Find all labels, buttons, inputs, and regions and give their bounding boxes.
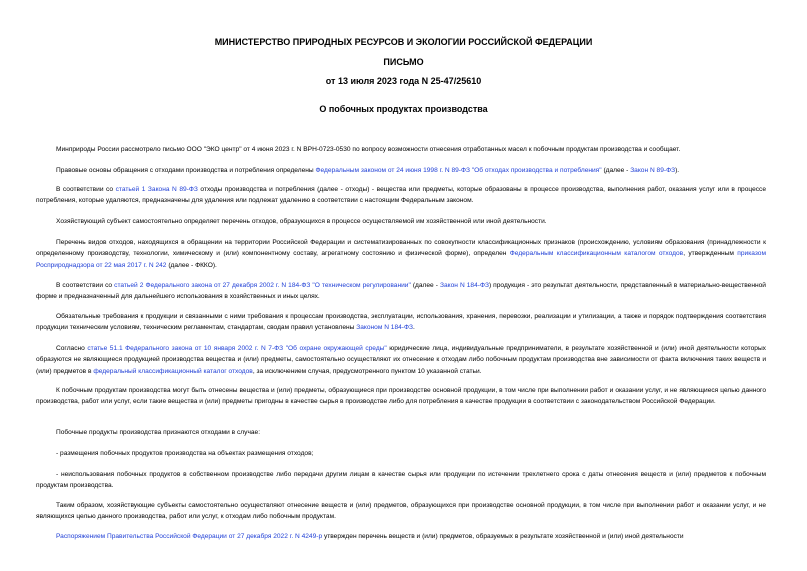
paragraph-8: [36, 343, 766, 377]
paragraph-6-text-1: В соответствии со: [56, 282, 115, 289]
federal-classification-catalog-link[interactable]: федеральный классификационный каталог отходов: [93, 367, 253, 375]
paragraph-13: [36, 500, 766, 523]
rosprirodnadzor-order-link[interactable]: приказом Росприроднадзора от 22 мая 2017 г. N 242: [36, 250, 766, 269]
fkko-catalog-link[interactable]: Федеральным классификационным каталогом отходов: [509, 250, 684, 258]
paragraph-5-text-1: Перечень видов отходов, находящихся в обращении на территории Российской Федерации и систематизированных по совокупности классификационных признаков (происхождению, условиям образования (принадлежности к определенному производству, технологии, химическому и (или) компонентному составу, агрегатному состоянию и физической форме), определен: [36, 239, 766, 258]
paragraph-8-text-3: , за исключением случая, предусмотренного пунктом 10 указанной статьи.: [252, 367, 482, 375]
paragraph-12-text: - неиспользования побочных продуктов в собственном производстве либо передачи другим лицам в качестве сырья или продукции по истечении трехлетнего срока с даты отнесения веществ и (или) предметов к побочным продуктам производства.: [36, 471, 766, 490]
law-89-fz-link[interactable]: Федеральным законом от 24 июня 1998 г. N 89-ФЗ "Об отходах производства и потребления": [315, 167, 602, 174]
paragraph-6: [36, 280, 766, 303]
paragraph-4-text: Хозяйствующий субъект самостоятельно определяет перечень отходов, образующихся в процессе осуществляемой им хозяйственной или иной деятельности.: [56, 218, 547, 225]
law-184-fz-ref-link[interactable]: Законом N 184-ФЗ: [356, 324, 413, 332]
document-subject: О побочных продуктах производства: [319, 104, 488, 114]
government-order-4249-r-link[interactable]: Распоряжением Правительства Российской Федерации от 27 декабря 2022 г. N 4249-р: [56, 533, 323, 540]
paragraph-5-text-3: (далее - ФККО).: [166, 261, 217, 269]
paragraph-10-text: Побочные продукты производства признаются отходами в случае:: [56, 429, 261, 436]
paragraph-5-text-2: , утвержденным: [683, 250, 738, 258]
article-1-law-89-fz-link[interactable]: статьей 1 Закона N 89-ФЗ: [115, 186, 198, 193]
law-184-fz-link[interactable]: статьей 2 Федерального закона от 27 декабря 2002 г. N 184-ФЗ "О техническом регулировании": [114, 282, 411, 289]
paragraph-12: [36, 469, 766, 492]
paragraph-8-text-2: юридические лица, индивидуальные предприниматели, в результате хозяйственной и (или) иной деятельности которых образуются не являющиеся продукцией производства вещества и (или) предметы, самостоятельно осуществляют их отнесение к отходам либо побочным продуктам производства вне зависимости от факта включения таких веществ и (или) предметов в: [36, 345, 766, 375]
paragraph-2-text-2: (далее -: [601, 167, 631, 174]
paragraph-9: [36, 385, 766, 408]
law-89-fz-short-link[interactable]: Закон N 89-ФЗ: [630, 167, 676, 174]
paragraph-7-text-1: Обязательные требования к продукции и связанными с ними требования к процессам производства, эксплуатации, использования, хранения, перевозки, реализации и утилизации, а также и порядок подтверждения соответствия продукции техническим условиям, техническим регламентам, стандартам, сводам правил установлены: [36, 313, 766, 332]
paragraph-2-text-1: Правовые основы обращения с отходами производства и потребления определены: [56, 167, 316, 174]
paragraph-14-text: утвержден перечень веществ и (или) предметов, образуемых в результате хозяйственной и (или) иной деятельности: [322, 533, 684, 540]
article-51-1-law-7-fz-link[interactable]: статье 51.1 Федерального закона от 10 января 2002 г. N 7-ФЗ "Об охране окружающей среды": [87, 345, 387, 352]
paragraph-1: [36, 144, 766, 155]
paragraph-3-text-2: отходы производства и потребления (далее - отходы) - вещества или предметы, которые образованы в процессе производства, выполнения работ, оказания услуг или в процессе потребления, которые удаляются, предназначены для удаления или подлежат удалению в соответствии с настоящим Федеральным законом.: [36, 186, 767, 205]
paragraph-7: [36, 311, 766, 334]
paragraph-11: [36, 448, 766, 459]
ministry-heading: МИНИСТЕРСТВО ПРИРОДНЫХ РЕСУРСОВ И ЭКОЛОГИИ РОССИЙСКОЙ ФЕДЕРАЦИИ: [214, 37, 593, 47]
paragraph-8-text-1: Согласно: [56, 345, 88, 352]
law-184-fz-short-link[interactable]: Закон N 184-ФЗ: [440, 282, 489, 289]
paragraph-11-text: - размещения побочных продуктов производства на объектах размещения отходов;: [56, 450, 314, 457]
paragraph-6-text-3: ) продукция - это результат деятельности, представленный в материально-вещественной форме и предназначенный для дальнейшего использования в хозяйственных и иных целях.: [36, 282, 766, 301]
paragraph-5: [36, 237, 766, 271]
paragraph-10: [36, 427, 766, 438]
paragraph-6-text-2: (далее -: [410, 282, 440, 289]
paragraph-7-text-2: .: [413, 324, 415, 332]
document-type-heading: ПИСЬМО: [383, 57, 424, 67]
paragraph-14: [36, 531, 766, 543]
paragraph-1-text: Минприроды России рассмотрело письмо ООО "ЭКО центр" от 4 июня 2023 г. N ВРН-0723-0530 по вопросу возможности отнесения отработанных масел к побочным продуктам производства и сообщает.: [56, 146, 681, 153]
document-date-number: от 13 июля 2023 года N 25-47/25610: [325, 76, 482, 86]
paragraph-4: [36, 216, 766, 227]
paragraph-3-text-1: В соответствии со: [56, 186, 116, 193]
paragraph-13-text: Таким образом, хозяйствующие субъекты самостоятельно осуществляют отнесение веществ и (или) предметов, образующихся при производстве основной продукции, в том числе при выполнении работ и оказании услуг, и не являющихся целью данного производства, работ или услуг, к отходам либо побочным продуктам.: [36, 502, 766, 521]
paragraph-9-text: К побочным продуктам производства могут быть отнесены вещества и (или) предметы, образующиеся при производстве основной продукции, в том числе при выполнении работ и оказании услуг, и не являющиеся целью данного производства, работ или услуг, если такие вещества и (или) предметы пригодны в качестве сырья в производстве либо для потребления в качестве продукции в соответствии с законодательством Российской Федерации.: [36, 387, 766, 406]
paragraph-2-text-3: ).: [675, 167, 680, 174]
paragraph-2: [36, 165, 766, 176]
paragraph-3: [36, 184, 766, 207]
